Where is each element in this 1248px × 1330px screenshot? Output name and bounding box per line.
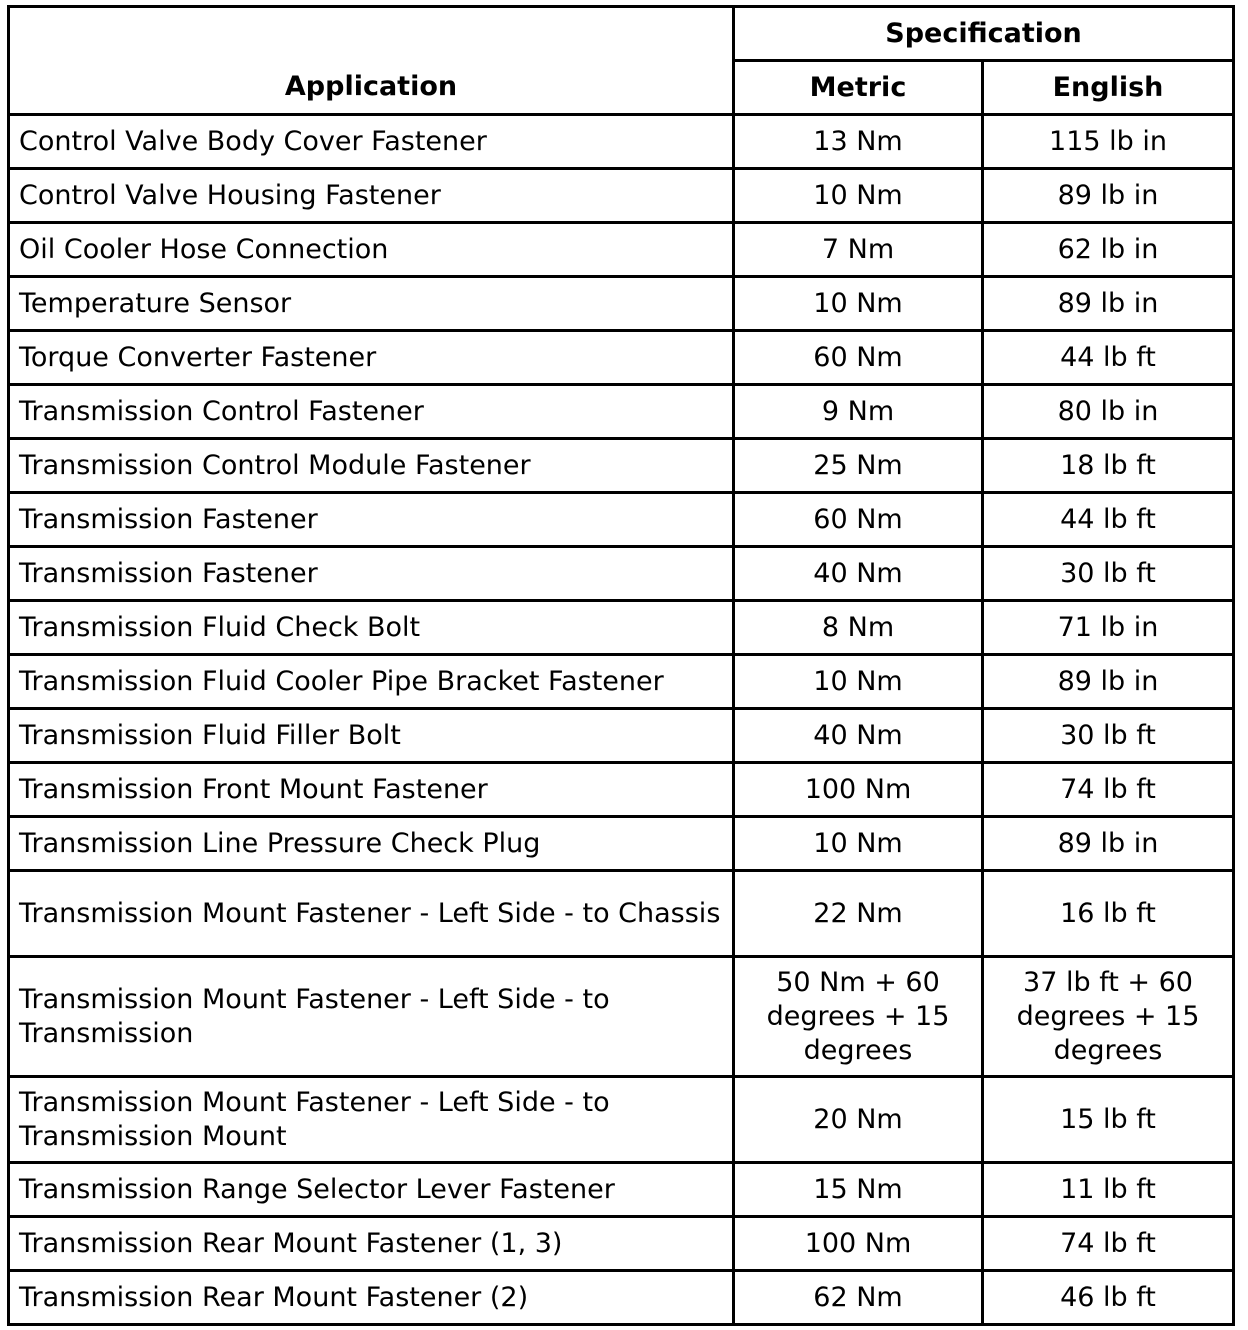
application-cell: Transmission Mount Fastener - Left Side - to Transmission (9, 957, 734, 1077)
metric-cell: 9 Nm (734, 385, 983, 439)
metric-cell: 60 Nm (734, 493, 983, 547)
metric-cell: 10 Nm (734, 655, 983, 709)
metric-cell: 13 Nm (734, 115, 983, 169)
application-cell: Transmission Fluid Filler Bolt (9, 709, 734, 763)
english-cell: 74 lb ft (983, 763, 1234, 817)
table-row (9, 1163, 1234, 1217)
metric-cell: 10 Nm (734, 277, 983, 331)
application-cell: Transmission Rear Mount Fastener (1, 3) (9, 1217, 734, 1271)
metric-cell: 50 Nm + 60 degrees + 15 degrees (734, 957, 983, 1077)
english-cell: 71 lb in (983, 601, 1234, 655)
english-cell: 115 lb in (983, 115, 1234, 169)
english-cell: 62 lb in (983, 223, 1234, 277)
english-cell: 30 lb ft (983, 709, 1234, 763)
metric-cell: 10 Nm (734, 169, 983, 223)
english-cell: 89 lb in (983, 817, 1234, 871)
metric-cell: 62 Nm (734, 1271, 983, 1325)
english-cell: 80 lb in (983, 385, 1234, 439)
application-cell: Temperature Sensor (9, 277, 734, 331)
table-body (9, 115, 1234, 1325)
table-row (9, 1271, 1234, 1325)
english-cell: 46 lb ft (983, 1271, 1234, 1325)
metric-cell: 20 Nm (734, 1077, 983, 1163)
english-cell: 16 lb ft (983, 871, 1234, 957)
english-cell: 74 lb ft (983, 1217, 1234, 1271)
table-row (9, 385, 1234, 439)
english-cell: 30 lb ft (983, 547, 1234, 601)
table-row (9, 601, 1234, 655)
table-row (9, 547, 1234, 601)
application-column-header: Application (9, 7, 734, 115)
application-cell: Control Valve Housing Fastener (9, 169, 734, 223)
table-row (9, 957, 1234, 1077)
application-cell: Transmission Mount Fastener - Left Side - to Transmission Mount (9, 1077, 734, 1163)
application-cell: Oil Cooler Hose Connection (9, 223, 734, 277)
application-cell: Transmission Fluid Check Bolt (9, 601, 734, 655)
application-cell: Transmission Control Module Fastener (9, 439, 734, 493)
table-row (9, 871, 1234, 957)
application-cell: Transmission Front Mount Fastener (9, 763, 734, 817)
specification-column-header: Specification (734, 7, 1234, 61)
application-cell: Transmission Line Pressure Check Plug (9, 817, 734, 871)
application-cell: Transmission Fluid Cooler Pipe Bracket Fastener (9, 655, 734, 709)
english-cell: 44 lb ft (983, 331, 1234, 385)
table-row (9, 709, 1234, 763)
english-cell: 89 lb in (983, 655, 1234, 709)
metric-cell: 10 Nm (734, 817, 983, 871)
torque-spec-table (7, 5, 1235, 1326)
metric-cell: 40 Nm (734, 547, 983, 601)
metric-cell: 25 Nm (734, 439, 983, 493)
english-cell: 15 lb ft (983, 1077, 1234, 1163)
application-cell: Transmission Fastener (9, 547, 734, 601)
metric-cell: 40 Nm (734, 709, 983, 763)
table-row (9, 223, 1234, 277)
table-row (9, 115, 1234, 169)
english-cell: 37 lb ft + 60 degrees + 15 degrees (983, 957, 1234, 1077)
english-cell: 44 lb ft (983, 493, 1234, 547)
table-row (9, 331, 1234, 385)
english-cell: 18 lb ft (983, 439, 1234, 493)
metric-column-header: Metric (734, 61, 983, 115)
table-row (9, 439, 1234, 493)
metric-cell: 15 Nm (734, 1163, 983, 1217)
table-row (9, 277, 1234, 331)
application-cell: Control Valve Body Cover Fastener (9, 115, 734, 169)
application-cell: Torque Converter Fastener (9, 331, 734, 385)
table-row (9, 1217, 1234, 1271)
application-cell: Transmission Mount Fastener - Left Side - to Chassis (9, 871, 734, 957)
english-column-header: English (983, 61, 1234, 115)
table-header (9, 7, 1234, 115)
metric-cell: 7 Nm (734, 223, 983, 277)
table-row (9, 817, 1234, 871)
english-cell: 89 lb in (983, 169, 1234, 223)
metric-cell: 60 Nm (734, 331, 983, 385)
application-cell: Transmission Control Fastener (9, 385, 734, 439)
table-row (9, 493, 1234, 547)
metric-cell: 100 Nm (734, 1217, 983, 1271)
metric-cell: 100 Nm (734, 763, 983, 817)
english-cell: 89 lb in (983, 277, 1234, 331)
table-row (9, 1077, 1234, 1163)
application-cell: Transmission Rear Mount Fastener (2) (9, 1271, 734, 1325)
metric-cell: 8 Nm (734, 601, 983, 655)
application-cell: Transmission Fastener (9, 493, 734, 547)
application-cell: Transmission Range Selector Lever Fastener (9, 1163, 734, 1217)
table-row (9, 169, 1234, 223)
table-row (9, 763, 1234, 817)
table-row (9, 655, 1234, 709)
metric-cell: 22 Nm (734, 871, 983, 957)
english-cell: 11 lb ft (983, 1163, 1234, 1217)
